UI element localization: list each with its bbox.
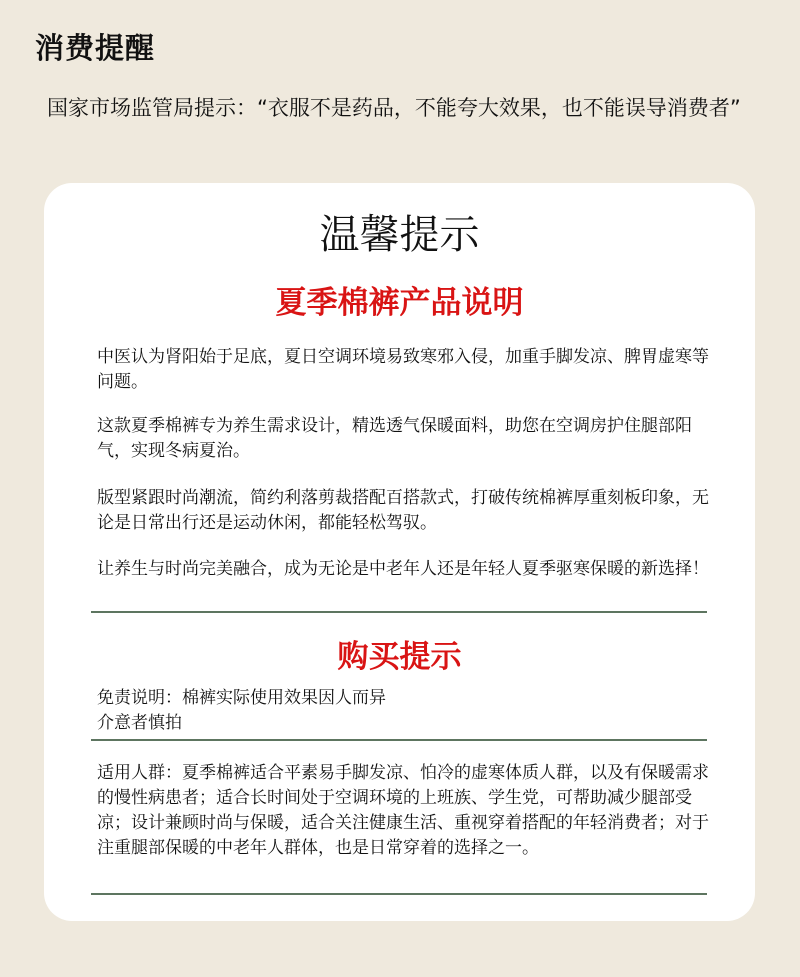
product-paragraph-1: 中医认为肾阳始于足底，夏日空调环境易致寒邪入侵，加重手脚发凉、脾胃虚寒等问题。 [97, 347, 709, 392]
page-title: 消费提醒 [35, 31, 156, 65]
disclaimer-text: 免责说明：棉裤实际使用效果因人而异 介意者慎拍 [97, 688, 386, 733]
product-paragraph-2: 这款夏季棉裤专为养生需求设计，精选透气保暖面料，助您在空调房护住腿部阳气，实现冬病夏治。 [97, 416, 692, 461]
regulator-notice: 国家市场监管局提示：“衣服不是药品，不能夸大效果，也不能误导消费者” [47, 96, 741, 120]
section-divider [91, 611, 707, 613]
card-title: 温馨提示 [319, 212, 480, 258]
bottom-divider [91, 893, 707, 895]
purchase-section-title: 购买提示 [337, 639, 462, 675]
tips-card [44, 183, 755, 921]
product-paragraph-3: 版型紧跟时尚潮流，简约利落剪裁搭配百搭款式，打破传统棉裤厚重刻板印象，无论是日常出行还是运动休闲，都能轻松驾驭。 [97, 488, 709, 533]
disclaimer-divider [91, 739, 707, 741]
product-paragraph-4: 让养生与时尚完美融合，成为无论是中老年人还是年轻人夏季驱寒保暖的新选择！ [97, 559, 709, 579]
audience-text: 适用人群：夏季棉裤适合平素易手脚发凉、怕冷的虚寒体质人群，以及有保暖需求的慢性病患者；适合长时间处于空调环境的上班族、学生党，可帮助减少腿部受凉；设计兼顾时尚与保暖，适合关注健康生活、重视穿着搭配的年轻消费者；对于注重腿部保暖的中老年人群体，也是日常穿着的选择之一。 [97, 763, 709, 858]
product-section-title: 夏季棉裤产品说明 [275, 285, 524, 321]
